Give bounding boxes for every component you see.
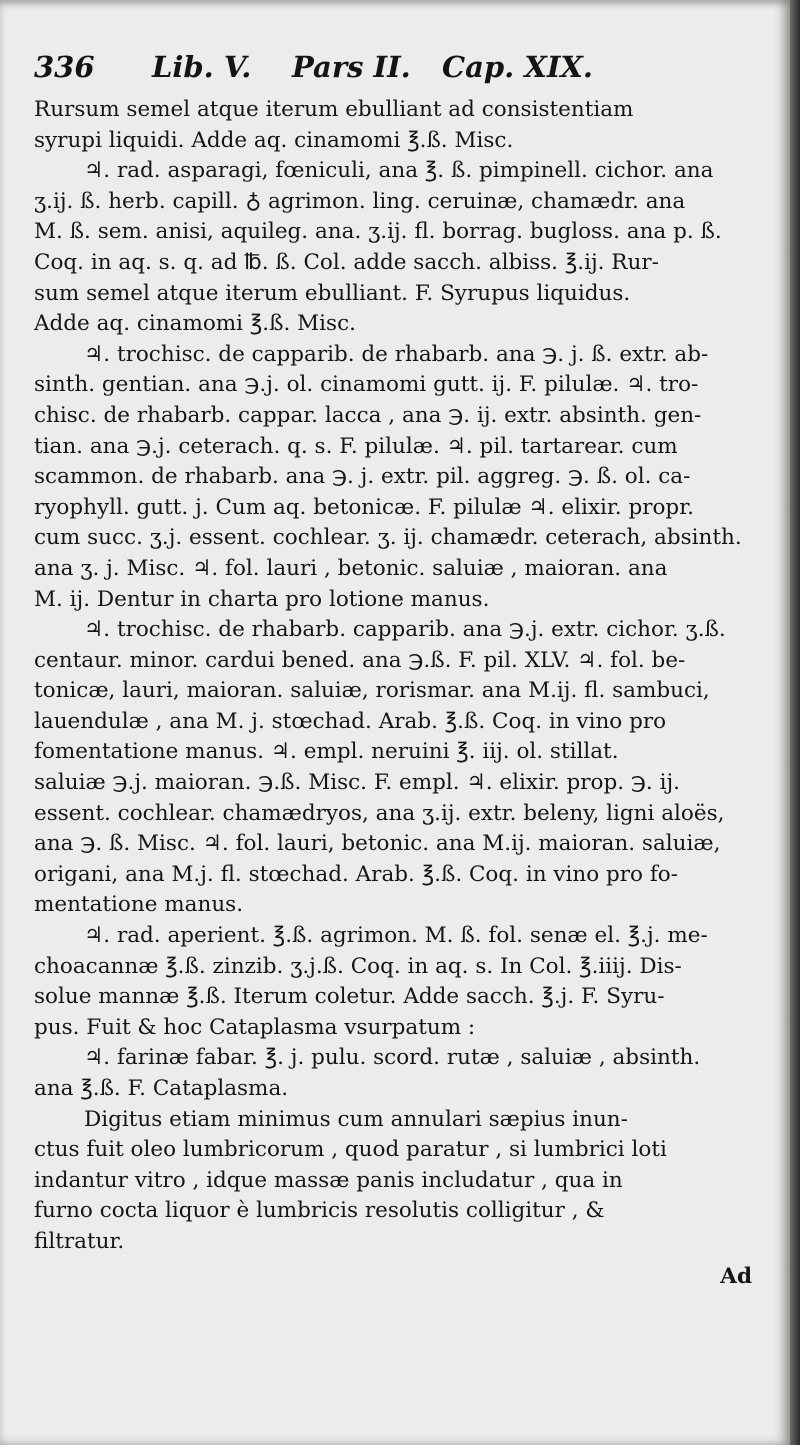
text-line: filtratur. (34, 1228, 125, 1254)
text-line: Coq. in aq. s. q. ad ℔. ß. Col. adde sacch. albiss. ℥.ij. Rur- (34, 249, 659, 275)
chapter-label: Cap. XIX. (442, 50, 594, 84)
text-line: ana ℥.ß. F. Cataplasma. (34, 1076, 289, 1101)
text-line: tonicæ, lauri, maioran. saluiæ, rorismar. ana M.ij. fl. sambuci, (34, 678, 710, 704)
text-line: fomentatione manus. ♃. empl. neruini ℥. iij. ol. stillat. (34, 739, 619, 765)
text-line: Rursum semel atque iterum ebulliant ad consistentiam (34, 97, 634, 122)
text-line: essent. cochlear. chamædryos, ana ʒ.ij. extr. beleny, ligni aloës, (34, 800, 725, 826)
text-line: ctus fuit oleo lumbricorum , quod paratur , si lumbrici loti (34, 1137, 667, 1163)
text-line: syrupi liquidi. Adde aq. cinamomi ℥.ß. Misc. (34, 127, 514, 153)
text-line: mentatione manus. (34, 892, 244, 918)
text-line: lauendulæ , ana M. j. stœchad. Arab. ℥.ß. Coq. in vino pro (34, 708, 667, 734)
text-line: scammon. de rhabarb. ana ℈. j. extr. pil. aggreg. ℈. ß. ol. ca- (34, 464, 691, 490)
text-line: indantur vitro , idque massæ panis includatur , qua in (34, 1167, 623, 1193)
text-line: Digitus etiam minimus cum annulari sæpius inun- (84, 1106, 628, 1132)
page-number: 336 (34, 50, 95, 84)
text-line: sum semel atque iterum ebulliant. F. Syrupus liquidus. (34, 280, 631, 306)
text-line: M. ij. Dentur in charta pro lotione manus. (34, 586, 490, 612)
text-line: ana ℈. ß. Misc. ♃. fol. lauri, betonic. ana M.ij. maioran. saluiæ, (34, 831, 721, 857)
text-line: ♃. rad. asparagi, fœniculi, ana ℥. ß. pimpinell. cichor. ana (84, 158, 714, 184)
text-line: pus. Fuit & hoc Cataplasma vsurpatum : (34, 1014, 476, 1040)
text-line: choacannæ ℥.ß. zinzib. ʒ.j.ß. Coq. in aq. s. In Col. ℥.iiij. Dis- (34, 953, 682, 979)
text-line: origani, ana M.j. fl. stœchad. Arab. ℥.ß. Coq. in vino pro fo- (34, 861, 679, 887)
book-label: Lib. V. (152, 50, 252, 84)
text-line: ryophyll. gutt. j. Cum aq. betonicæ. F. pilulæ ♃. elixir. propr. (34, 494, 694, 520)
text-line: sinth. gentian. ana ℈.j. ol. cinamomi gutt. ij. F. pilulæ. ♃. tro- (34, 372, 699, 398)
catchword: Ad (720, 1263, 752, 1289)
part-label: Pars II. (292, 50, 411, 84)
text-line: furno cocta liquor è lumbricis resolutis colligitur , & (34, 1198, 605, 1224)
book-spine-edge (790, 0, 800, 1445)
text-line: ♃. trochisc. de rhabarb. capparib. ana ℈.j. extr. cichor. ʒ.ß. (84, 617, 726, 643)
text-line: cum succ. ʒ.j. essent. cochlear. ʒ. ij. chamædr. ceterach, absinth. (34, 525, 742, 551)
text-line: ♃. rad. aperient. ℥.ß. agrimon. M. ß. fol. senæ el. ℥.j. me- (84, 923, 708, 949)
text-line: ♃. trochisc. de capparib. de rhabarb. ana ℈. j. ß. extr. ab- (84, 341, 709, 367)
text-line: chisc. de rhabarb. cappar. lacca , ana ℈. ij. extr. absinth. gen- (34, 402, 702, 428)
text-line: solue mannæ ℥.ß. Iterum coletur. Adde sacch. ℥.j. F. Syru- (34, 984, 665, 1010)
text-line: ♃. farinæ fabar. ℥. j. pulu. scord. rutæ , saluiæ , absinth. (84, 1045, 701, 1071)
text-line: ʒ.ij. ß. herb. capill. ♁ agrimon. ling. ceruinæ, chamædr. ana (34, 188, 686, 214)
text-line: saluiæ ℈.j. maioran. ℈.ß. Misc. F. empl. ♃. elixir. prop. ℈. ij. (34, 770, 680, 796)
text-line: M. ß. sem. anisi, aquileg. ana. ʒ.ij. fl. borrag. bugloss. ana p. ß. (34, 219, 722, 245)
text-line: tian. ana ℈.j. ceterach. q. s. F. pilulæ. ♃. pil. tartarear. cum (34, 433, 678, 459)
text-line: centaur. minor. cardui bened. ana ℈.ß. F. pil. XLV. ♃. fol. be- (34, 647, 686, 673)
running-header (34, 50, 754, 94)
text-line: ana ʒ. j. Misc. ♃. fol. lauri , betonic. saluiæ , maioran. ana (34, 555, 668, 581)
page-body-text (34, 95, 764, 1292)
text-line: Adde aq. cinamomi ℥.ß. Misc. (34, 311, 356, 337)
